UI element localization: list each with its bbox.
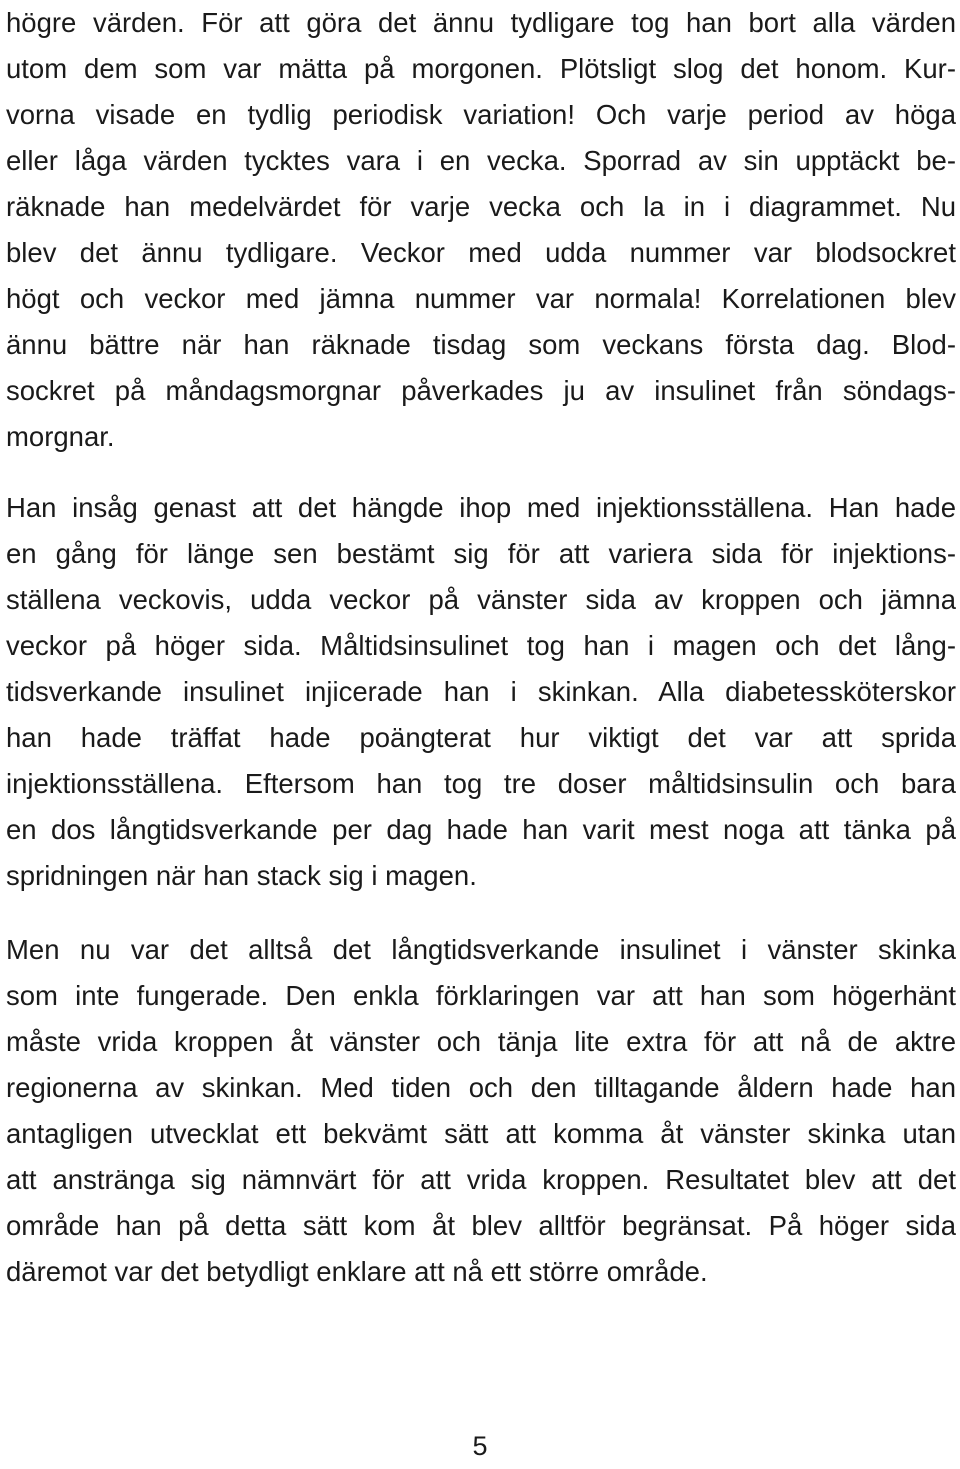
text-line: däremot var det betydligt enklare att nå ett större område.	[6, 1256, 708, 1287]
text-line: injektionsställena. Eftersom han tog tre doser måltidsinsulin och bara	[6, 768, 956, 799]
text-line: utom dem som var mätta på morgonen. Plötsligt slog det honom. Kur-	[6, 53, 956, 84]
text-line: högt och veckor med jämna nummer var normala! Korrelationen blev	[6, 283, 956, 314]
text-line: högre värden. För att göra det ännu tydligare tog han bort alla värden	[6, 7, 956, 38]
text-line: en dos långtidsverkande per dag hade han varit mest noga att tänka på	[6, 814, 956, 845]
text-line: ännu bättre när han räknade tisdag som veckans första dag. Blod-	[6, 329, 956, 360]
page-number: 5	[472, 1431, 488, 1461]
text-line: Han insåg genast att det hängde ihop med injektionsställena. Han hade	[6, 492, 956, 523]
text-line: veckor på höger sida. Måltidsinsulinet tog han i magen och det lång-	[6, 630, 956, 661]
text-line: spridningen när han stack sig i magen.	[6, 860, 477, 891]
text-line: område han på detta sätt kom åt blev alltför begränsat. På höger sida	[6, 1210, 956, 1241]
text-line: att anstränga sig nämnvärt för att vrida kroppen. Resultatet blev att det	[6, 1164, 956, 1195]
text-line: räknade han medelvärdet för varje vecka och la in i diagrammet. Nu	[6, 191, 956, 222]
text-line: som inte fungerade. Den enkla förklaringen var att han som högerhänt	[6, 980, 956, 1011]
text-line: sockret på måndagsmorgnar påverkades ju av insulinet från söndags-	[6, 375, 956, 406]
text-line: tidsverkande insulinet injicerade han i skinkan. Alla diabetessköterskor	[6, 676, 956, 707]
text-line: en gång för länge sen bestämt sig för att variera sida för injektions-	[6, 538, 956, 569]
text-line: vorna visade en tydlig periodisk variation! Och varje period av höga	[6, 99, 956, 130]
text-line: blev det ännu tydligare. Veckor med udda nummer var blodsockret	[6, 237, 956, 268]
text-line: han hade träffat hade poängterat hur viktigt det var att sprida	[6, 722, 956, 753]
text-line: antagligen utvecklat ett bekvämt sätt att komma åt vänster skinka utan	[6, 1118, 956, 1149]
text-line: ställena veckovis, udda veckor på vänster sida av kroppen och jämna	[6, 584, 956, 615]
text-line: eller låga värden tycktes vara i en vecka. Sporrad av sin upptäckt be-	[6, 145, 956, 176]
text-line: Men nu var det alltså det långtidsverkande insulinet i vänster skinka	[6, 934, 956, 965]
text-line: regionerna av skinkan. Med tiden och den tilltagande åldern hade han	[6, 1072, 956, 1103]
text-line: morgnar.	[6, 421, 115, 452]
text-line: måste vrida kroppen åt vänster och tänja lite extra för att nå de aktre	[6, 1026, 956, 1057]
